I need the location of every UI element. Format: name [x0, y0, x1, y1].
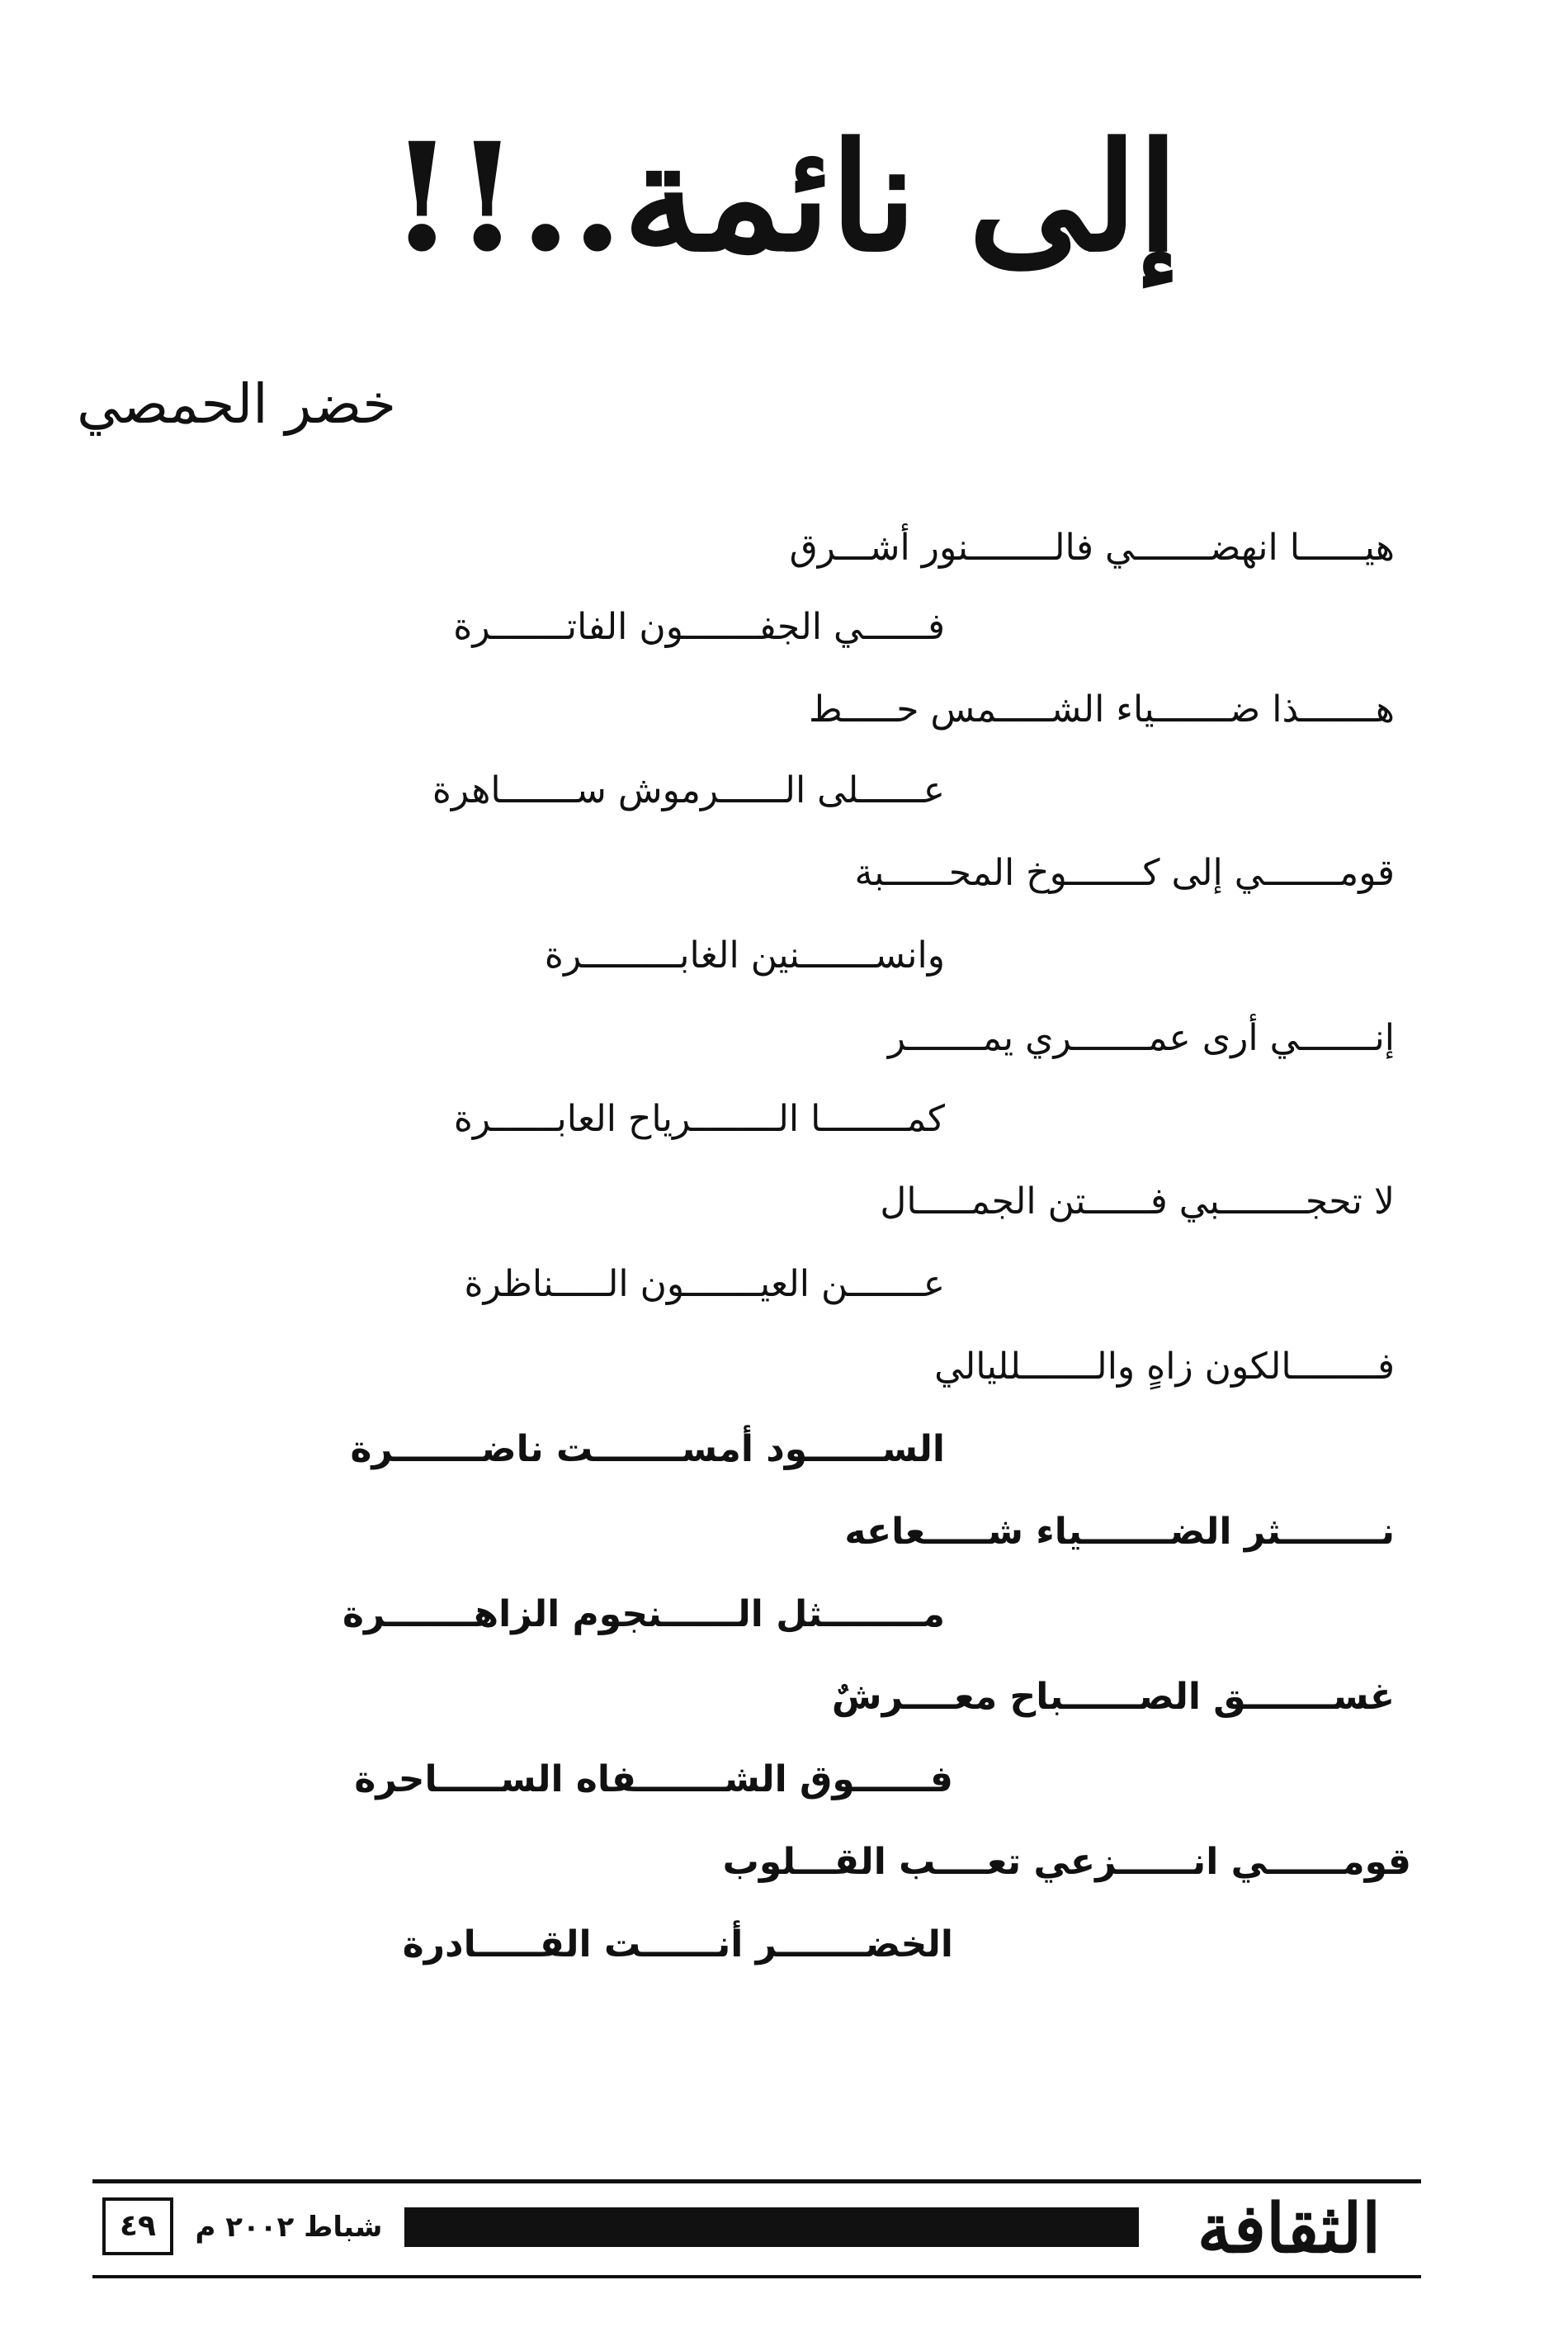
- verse-line: فــــــوق الشـــــــفاه الســـــاحرة: [354, 1758, 953, 1800]
- footer-bar: [404, 2207, 1139, 2247]
- verse-line: لا تحجــــــــبي فــــــتن الجمـــــال: [880, 1180, 1395, 1223]
- verse-line: غســـــــق الصــــــباح معــــرشٌ: [831, 1676, 1395, 1718]
- verse-line: عـــــــن العيـــــــون الـــــناظرة: [464, 1263, 945, 1305]
- verse-line: مــــــــثل الــــــنجوم الزاهـــــــرة: [342, 1593, 945, 1635]
- footer-rule-top: [92, 2179, 1421, 2183]
- verse-line: هيــــــا انهضـــــــي فالــــــــنور أشـــرق: [789, 527, 1395, 569]
- verse-line: قومـــــــي إلى كـــــــوخ المحــــــبة: [854, 852, 1395, 894]
- author-name: خضر الحمصي: [77, 372, 396, 436]
- verse-line: قومــــــي انــــــزعي تعــــب القـــلوب: [722, 1841, 1411, 1883]
- issue-date: شباط ٢٠٠٢ م: [195, 2211, 383, 2244]
- verse-line: نــــــــثر الضـــــــياء شـــــعاعه: [844, 1511, 1395, 1553]
- verse-line: هـــــــذا ضـــــــياء الشـــــمس حـــــط: [809, 688, 1395, 731]
- verse-line: فــــــي الجفـــــــون الفاتـــــــرة: [453, 606, 945, 648]
- verse-line: فــــــــالكون زاهٍ والـــــــلليالي: [934, 1346, 1395, 1388]
- verse-line: الســــــود أمســـــــت ناضـــــــرة: [350, 1428, 945, 1470]
- page-number: ٤٩: [102, 2197, 173, 2255]
- verse-line: إنـــــــي أرى عمـــــــري يمـــــــر: [887, 1017, 1395, 1059]
- footer-rule-bottom: [92, 2275, 1421, 2278]
- verse-line: عــــــلى الــــــرموش ســـــــاهرة: [432, 769, 945, 811]
- verse-line: كمــــــــا الــــــــرياح العابــــــرة: [453, 1098, 945, 1140]
- verse-line: وانســـــــنين الغابـــــــــرة: [544, 934, 945, 977]
- magazine-logo: الثقافة: [1197, 2189, 1381, 2268]
- verse-line: الخضـــــــر أنــــــت القـــــادرة: [402, 1923, 953, 1965]
- poem-title: إلى نائمة..!!: [389, 111, 1179, 285]
- page-footer: [92, 2179, 1421, 2278]
